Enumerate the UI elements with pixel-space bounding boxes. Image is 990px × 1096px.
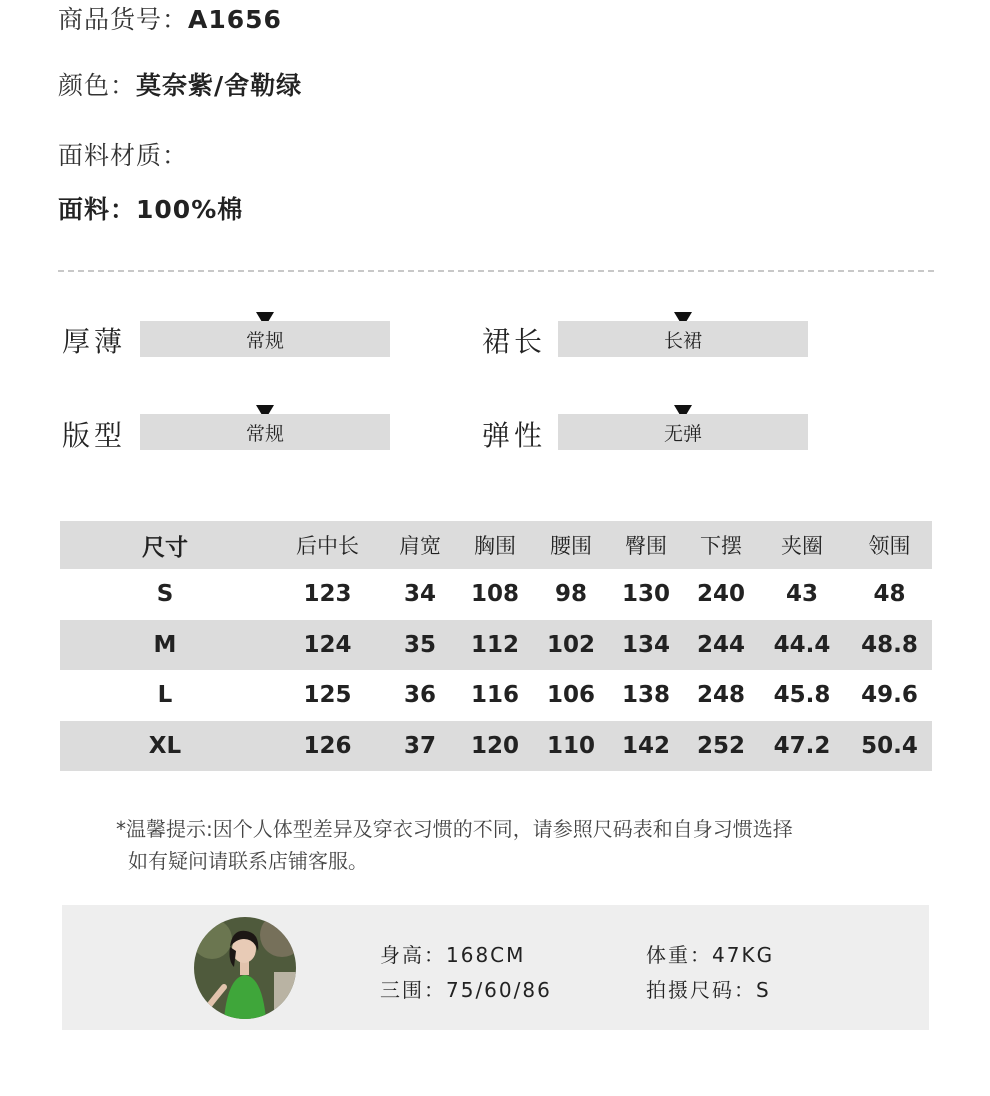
model-measurements: 三围：75/60/86 (380, 978, 552, 1002)
table-cell: 37 (385, 721, 455, 772)
table-cell: 126 (270, 721, 385, 772)
table-cell: 48.8 (847, 620, 932, 671)
table-cell: 123 (303, 581, 352, 608)
fabric-label: 面料： (58, 195, 137, 224)
color-value: 莫奈紫/舍勒绿 (136, 71, 303, 100)
table-cell: L (157, 682, 173, 709)
header-back-length: 后中长 (270, 521, 385, 569)
table-cell: 34 (403, 581, 436, 608)
fabric-value: 100%棉 (136, 195, 244, 224)
table-cell: 47.2 (757, 721, 847, 772)
table-cell: 98 (554, 581, 587, 608)
header-shoulder: 肩宽 (385, 521, 455, 569)
table-cell: 48 (873, 581, 906, 608)
model-photo (194, 917, 296, 1019)
table-cell: 112 (455, 620, 535, 671)
table-cell: 50.4 (847, 721, 932, 772)
table-cell: 244 (685, 620, 757, 671)
table-cell: 102 (535, 620, 607, 671)
color-line (58, 66, 302, 102)
attr-label-length: 裙长 (482, 325, 547, 358)
table-cell: 252 (685, 721, 757, 772)
table-cell: 49.6 (861, 682, 918, 709)
header-hip: 臀围 (607, 521, 685, 569)
model-info-box (62, 905, 929, 1030)
table-row (60, 620, 932, 671)
model-size: 拍摄尺码：S (646, 978, 771, 1002)
header-size: 尺寸 (60, 521, 270, 569)
attr-label-elasticity: 弹性 (482, 419, 547, 452)
sku-label: 商品货号： (58, 5, 189, 34)
size-table (60, 521, 932, 771)
sku-line (58, 0, 282, 36)
attr-bar-fit: 常规 (140, 414, 390, 450)
table-header-row (60, 521, 932, 569)
table-row (60, 670, 932, 721)
table-cell: M (60, 620, 270, 671)
table-cell: S (156, 581, 174, 608)
tip-line-1: *温馨提示:因个人体型差异及穿衣习惯的不同，请参照尺码表和自身习惯选择 (116, 817, 793, 841)
fabric-line (58, 190, 243, 226)
attr-bar-elasticity: 无弹 (558, 414, 808, 450)
header-waist: 腰围 (535, 521, 607, 569)
table-cell: 120 (455, 721, 535, 772)
table-cell: 142 (607, 721, 685, 772)
table-cell: 125 (303, 682, 352, 709)
table-cell: 240 (696, 581, 745, 608)
attr-bar-thickness: 常规 (140, 321, 390, 357)
table-cell: 35 (385, 620, 455, 671)
table-cell: 108 (470, 581, 519, 608)
attr-label-thickness: 厚薄 (62, 325, 127, 358)
table-cell: 36 (403, 682, 436, 709)
attr-label-fit: 版型 (62, 419, 127, 452)
header-armhole: 夹圈 (757, 521, 847, 569)
header-hem: 下摆 (685, 521, 757, 569)
table-cell: 106 (546, 682, 595, 709)
dashed-divider (58, 270, 934, 272)
model-avatar (194, 917, 296, 1019)
table-cell: XL (60, 721, 270, 772)
table-row (60, 569, 932, 620)
sku-value: A1656 (188, 5, 282, 34)
attr-bar-length: 长裙 (558, 321, 808, 357)
model-weight: 体重：47KG (646, 943, 775, 967)
header-bust: 胸围 (455, 521, 535, 569)
table-cell: 116 (470, 682, 519, 709)
tip-line-2: 如有疑问请联系店铺客服。 (128, 849, 368, 873)
header-neck: 领围 (847, 521, 932, 569)
model-height: 身高：168CM (380, 943, 526, 967)
material-title: 面料材质： (58, 141, 189, 170)
table-cell: 43 (785, 581, 818, 608)
table-row (60, 721, 932, 772)
table-cell: 130 (621, 581, 670, 608)
table-cell: 134 (607, 620, 685, 671)
table-cell: 110 (535, 721, 607, 772)
color-label: 颜色： (58, 71, 137, 100)
table-cell: 248 (696, 682, 745, 709)
table-cell: 44.4 (757, 620, 847, 671)
table-cell: 138 (621, 682, 670, 709)
table-cell: 45.8 (773, 682, 831, 709)
table-cell: 124 (270, 620, 385, 671)
